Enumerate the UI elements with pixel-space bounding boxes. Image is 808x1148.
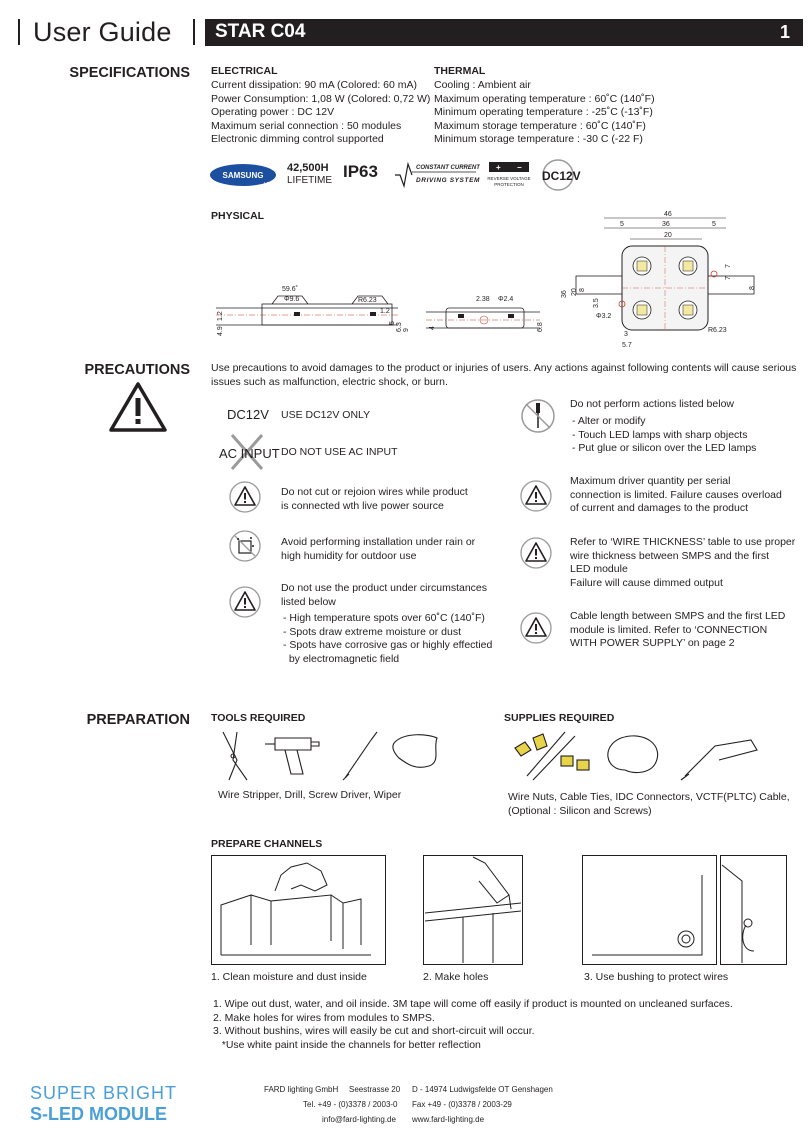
precautions-heading: PRECAUTIONS [84,362,190,378]
reverse-voltage-icon [486,160,532,190]
warning-icon [229,481,261,513]
dim-label: 46 [664,211,672,218]
supplies-illustration [505,726,765,788]
ip-rating: IP63 [343,162,378,181]
warn-line: Failure will cause dimmed output [570,576,723,589]
specifications-heading: SPECIFICATIONS [69,65,190,81]
warn-line: high humidity for outdoor use [281,549,417,562]
rain-warning [281,536,475,563]
warn-line: Refer to ‘WIRE THICKNESS’ table to use proper [570,536,796,548]
dim-label: 59.6˚ [282,286,298,293]
brand-line2: S-LED MODULE [30,1104,167,1124]
caption-line: (Optional : Silicon and Screws) [508,804,652,817]
wire-warning [281,486,468,513]
dim-label: Φ3.2 [596,313,612,320]
electrical-specs [211,79,430,147]
no-tool-icon [520,398,556,434]
warn-line: Cable length between SMPS and the first LED [570,610,786,622]
warn-line: is connected wth live power source [281,499,444,512]
dim-label: 3.5 [593,298,600,308]
spec-line: Cooling : Ambient air [434,79,531,91]
spec-line: Electronic dimming control supported [211,133,384,145]
header-divider-right [193,19,195,45]
tools-caption: Wire Stripper, Drill, Screw Driver, Wiper [218,789,402,801]
preparation-heading: PREPARATION [86,712,190,728]
dim-label: 9 [403,328,410,332]
list-item: - Spots draw extreme moisture or dust [283,625,461,638]
rv-top: REVERSE VOLTAGE [487,176,531,181]
circumstances-list [283,612,492,666]
lifetime-bottom: LIFETIME [287,175,333,186]
dim-label: Φ2.4 [498,296,514,303]
driver-warning [570,475,782,516]
warn-line: Do not cut or rejoion wires while product [281,486,468,498]
dim-label: 6.8 [537,322,544,332]
dim-label: 5 [712,221,716,228]
supplies-title: SUPPLIES REQUIRED [504,712,615,724]
dim-label: 5 [389,321,396,325]
dim-label: 7 [725,264,732,268]
footer-fax: Fax +49 - (0)3378 / 2003-29 [412,1100,512,1109]
note-line: 3. Without bushins, wires will easily be cut and short-circuit will occur. [213,1025,535,1037]
dim-label: 1.2 [217,311,224,321]
samsung-logo [208,160,278,190]
dim-label: R6.23 [708,327,727,334]
physical-title: PHYSICAL [211,210,265,222]
dim-label: 7 [725,276,732,280]
tools-title: TOOLS REQUIRED [211,712,306,724]
header-divider-left [18,19,20,45]
step1-caption: 1. Clean moisture and dust inside [211,971,367,983]
samsung-text: SAMSUNG [222,171,264,180]
svg-text:−: − [517,163,522,172]
dim-label: 5.7 [622,342,632,349]
spec-line: Maximum operating temperature : 60˚C (140˚F) [434,92,655,105]
dc12v-label: DC12V [227,407,269,422]
preparation-notes [213,998,733,1052]
warn-line: WITH POWER SUPPLY’ on page 2 [570,637,735,649]
warning-icon [520,480,552,512]
electrical-title: ELECTRICAL [211,65,278,77]
dim-label: 4.9 [217,326,224,336]
warn-line: listed below [281,595,336,608]
step2-illustration [423,855,523,965]
warn-line: Maximum driver quantity per serial [570,475,731,487]
dim-label: 4 [429,326,436,330]
top-view-drawing [556,206,766,354]
cc-top: CONSTANT CURRENT [416,165,480,171]
tools-illustration [215,728,460,784]
rain-icon [229,530,261,562]
samsung-sub: LED [264,182,274,188]
warning-icon [108,380,168,434]
spec-line: Minimum storage temperature : -30 C (-22 F) [434,133,643,145]
spec-line: Current dissipation: 90 mA (Colored: 60 mA) [211,79,418,91]
lifetime-top: 42,500H [287,162,329,174]
cc-bottom: DRIVING SYSTEM [416,177,480,184]
note-line: *Use white paint inside the channels for better reflection [213,1038,481,1051]
supplies-caption [508,791,790,818]
dim-label: R6.23 [358,297,377,304]
dim-label: 36 [561,290,568,298]
cable-warning [570,610,785,651]
dim-label: 1.2 [380,308,390,315]
spec-line: Maximum storage temperature : 60˚C (140˚F) [434,119,646,132]
footer-tel: Tel. +49 - (0)3378 / 2003-0 [303,1100,398,1109]
thickness-warning [570,536,795,590]
rv-bottom: PROTECTION [494,182,524,187]
step2-caption: 2. Make holes [423,971,489,983]
list-item: - Alter or modify [572,415,646,427]
footer-city: D - 14974 Ludwigsfelde OT Genshagen [412,1085,553,1094]
list-item: - High temperature spots over 60˚C (140˚F) [283,612,485,624]
footer-web[interactable]: www.fard-lighting.de [412,1115,485,1124]
dim-label: 36 [662,221,670,228]
dim-label: 20 [664,232,672,239]
warn-line: LED module [570,563,628,575]
note-line: 2. Make holes for wires from modules to SMPS. [213,1011,435,1024]
note-line: 1. Wipe out dust, water, and oil inside. 3M tape will come off easily if product is mounted on uncleaned surfaces. [213,998,733,1010]
front-view-drawing [422,290,552,340]
warn-line: of current and damages to the product [570,502,749,514]
dim-label: 8 [579,288,586,292]
list-item: - Touch LED lamps with sharp objects [572,428,748,441]
circumstances-warning [281,582,487,609]
spec-line: Minimum operating temperature : -25˚C (-13˚F) [434,106,653,118]
dim-label: 20 [571,288,578,296]
list-item: - Spots have corrosive gas or highly effectied [283,639,493,651]
alter-heading: Do not perform actions listed below [570,398,734,410]
warn-line: Do not use the product under circumstances [281,582,488,594]
footer-street: Seestrasse 20 [349,1085,401,1094]
caption-line: Wire Nuts, Cable Ties, IDC Connectors, VCTF(PLTC) Cable, [508,791,790,803]
spec-line: Power Consumption: 1,08 W (Colored: 0,72 W) [211,92,431,105]
page-number: 1 [779,22,790,42]
intro-line: issues such as malfunction, electric shock, or burn. [211,375,448,388]
side-view-drawing [212,280,412,340]
ac-input-text: DO NOT USE AC INPUT [281,446,398,458]
list-item: - Put glue or silicon over the LED lamps [572,442,757,454]
dc12v-badge [538,158,588,192]
precautions-intro [211,362,796,389]
alter-list [572,415,756,456]
spec-line: Operating power : DC 12V [211,106,335,118]
dim-label: 5 [620,221,624,228]
thermal-title: THERMAL [434,65,486,77]
doc-title: User Guide [33,17,172,47]
intro-line: Use precautions to avoid damages to the product or injuries of users. Any actions against following contents will cause serious [211,362,797,374]
warning-icon [520,537,552,569]
warn-line: module is limited. Refer to ‘CONNECTION [570,623,768,636]
warning-icon [520,612,552,644]
list-item: by electromagnetic field [283,652,400,665]
warn-line: Avoid performing installation under rain or [281,536,476,548]
ac-input-label: AC INPUT [219,446,280,461]
channels-title: PREPARE CHANNELS [211,838,323,850]
svg-text:+: + [496,163,501,172]
dc-badge-text: DC12V [542,169,581,183]
dim-label: Φ9.6 [284,296,300,303]
brand-line1: SUPER BRIGHT [30,1083,178,1103]
dim-label: 3 [624,331,628,338]
warn-line: connection is limited. Failure causes overload [570,488,782,501]
step3-illustration [582,855,788,965]
warning-icon [229,586,261,618]
footer-email[interactable]: info@fard-lighting.de [322,1115,396,1124]
constant-current-icon [392,160,480,190]
thermal-specs [434,79,655,147]
model-name: STAR C04 [215,21,306,42]
step3-caption: 3. Use bushing to protect wires [584,971,729,983]
dim-label: 8 [749,286,756,290]
footer-company: FARD lighting GmbH [264,1085,339,1094]
warn-line: wire thickness between SMPS and the first [570,549,770,562]
dim-label: 6.3 [396,322,403,332]
step1-illustration [211,855,386,965]
dc12v-text: USE DC12V ONLY [281,409,371,421]
spec-line: Maximum serial connection : 50 modules [211,119,402,132]
dim-label: 2.38 [476,296,490,303]
